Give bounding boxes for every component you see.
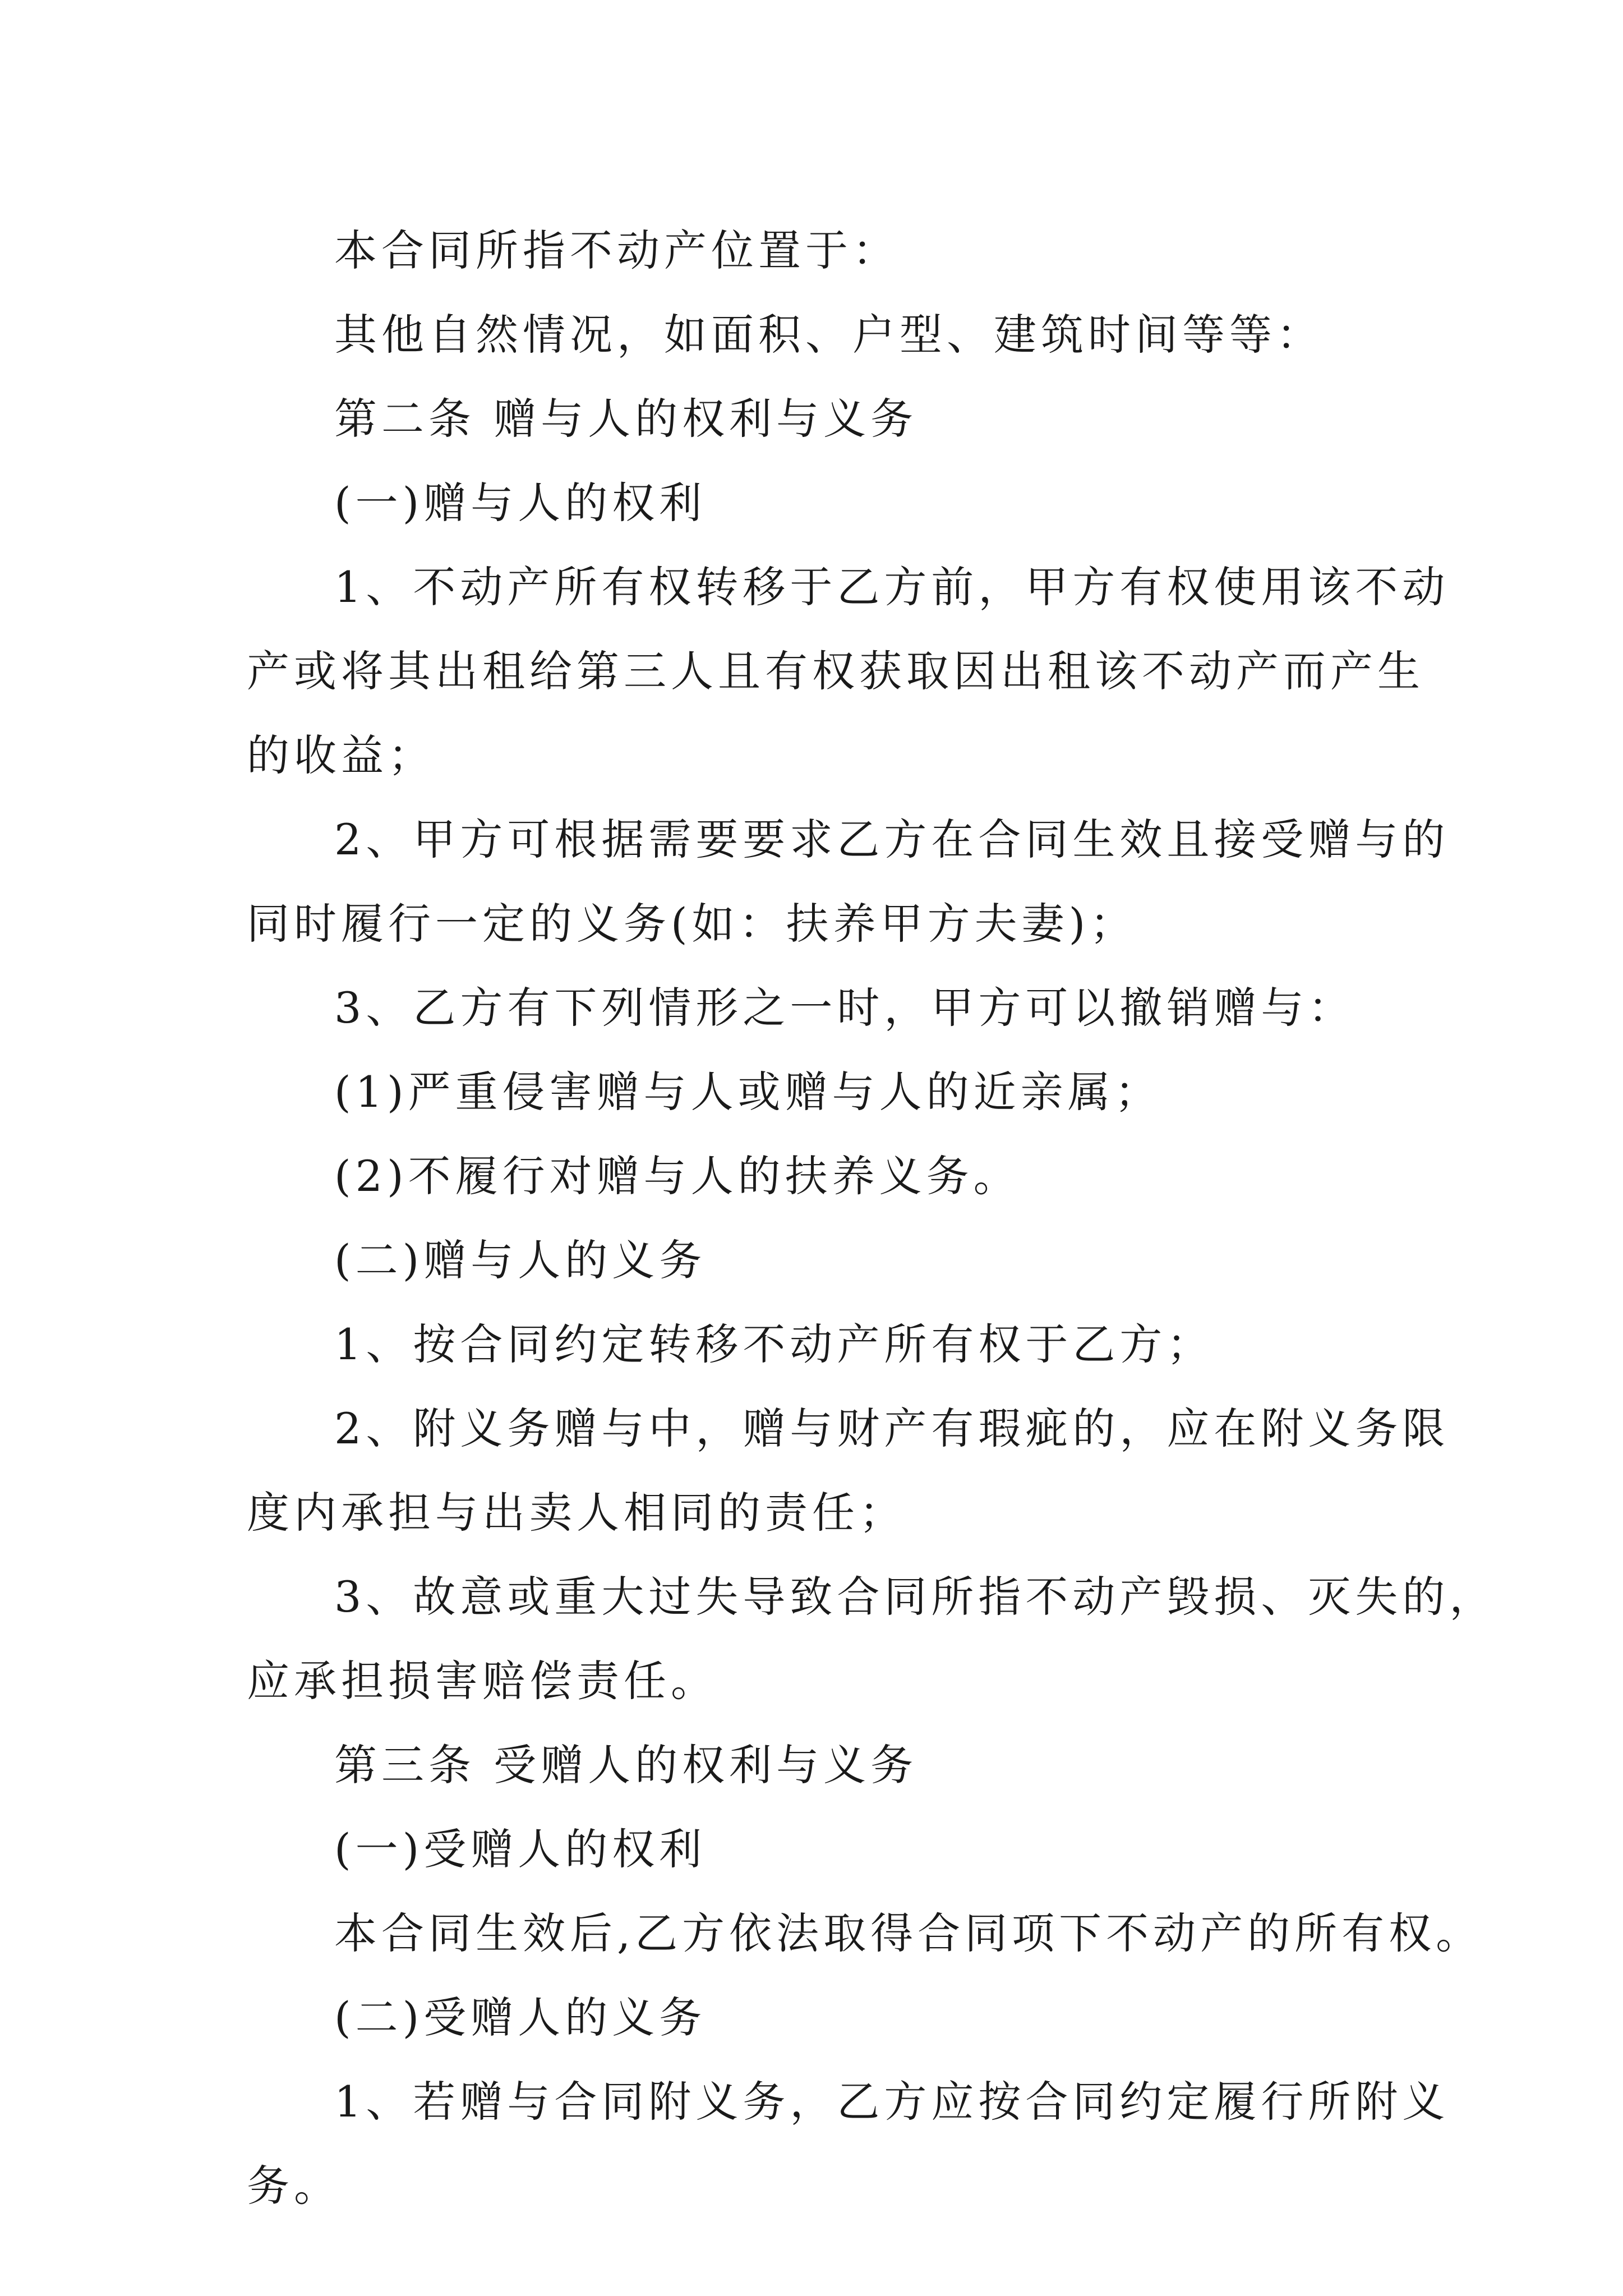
subsection-heading: (二)赠与人的义务 bbox=[334, 1235, 707, 1285]
text-line: 度内承担与出卖人相同的责任； bbox=[247, 1488, 906, 1538]
subsection-heading: (二)受赠人的义务 bbox=[334, 1993, 707, 2042]
text-line: 同时履行一定的义务(如：扶养甲方夫妻)； bbox=[247, 899, 1137, 949]
text-line: 2、甲方可根据需要要求乙方在合同生效且接受赠与的 bbox=[334, 815, 1450, 864]
subsection-heading: (一)赠与人的权利 bbox=[334, 478, 707, 528]
document-body bbox=[247, 209, 1497, 2228]
text-line: 3、故意或重大过失导致合同所指不动产毁损、灭失的， bbox=[334, 1572, 1497, 1622]
section-heading: 第二条 赠与人的权利与义务 bbox=[334, 394, 918, 444]
text-line: (1)严重侵害赠与人或赠与人的近亲属； bbox=[334, 1067, 1162, 1117]
text-line: (2)不履行对赠与人的扶养义务。 bbox=[334, 1151, 1021, 1201]
text-line: 产或将其出租给第三人且有权获取因出租该不动产而产生 bbox=[247, 646, 1424, 696]
section-heading: 第三条 受赠人的权利与义务 bbox=[334, 1740, 918, 1790]
subsection-heading: (一)受赠人的权利 bbox=[334, 1824, 707, 1874]
text-line: 3、乙方有下列情形之一时，甲方可以撤销赠与： bbox=[334, 983, 1355, 1033]
text-line: 2、附义务赠与中，赠与财产有瑕疵的，应在附义务限 bbox=[334, 1404, 1450, 1453]
text-line: 1、若赠与合同附义务，乙方应按合同约定履行所附义 bbox=[334, 2077, 1450, 2127]
text-line: 1、不动产所有权转移于乙方前，甲方有权使用该不动 bbox=[334, 562, 1450, 612]
text-line: 其他自然情况，如面积、户型、建筑时间等等： bbox=[334, 310, 1324, 360]
text-line: 的收益； bbox=[247, 730, 435, 780]
text-line: 1、按合同约定转移不动产所有权于乙方； bbox=[334, 1319, 1214, 1369]
text-line: 本合同生效后,乙方依法取得合同项下不动产的所有权。 bbox=[334, 1908, 1483, 1958]
text-line: 应承担损害赔偿责任。 bbox=[247, 1656, 718, 1706]
text-line: 本合同所指不动产位置于： bbox=[334, 226, 900, 275]
text-line: 务。 bbox=[247, 2161, 341, 2211]
